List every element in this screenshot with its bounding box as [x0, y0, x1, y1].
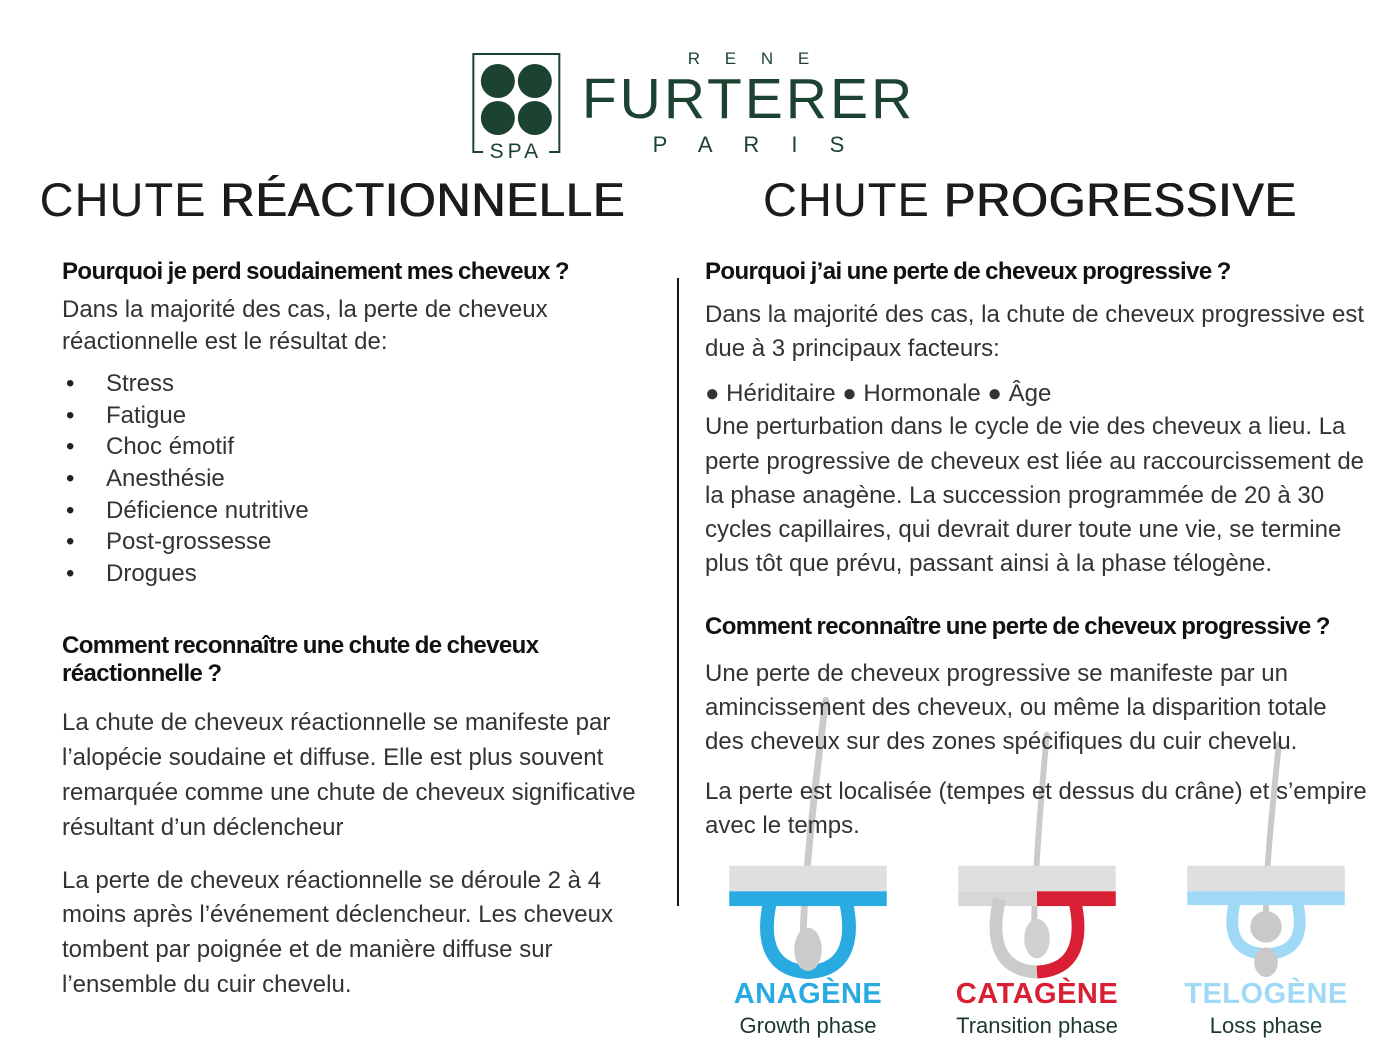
brand-wordmark	[582, 50, 915, 156]
progressive-loss-column	[705, 258, 1369, 844]
catagene-follicle-icon	[937, 848, 1137, 976]
phase-subtitle: Transition phase	[956, 1013, 1118, 1038]
phase-catagene	[934, 848, 1140, 1039]
column-divider	[677, 278, 679, 906]
progressive-why-heading: Pourquoi j’ai une perte de cheveux progressive ?	[705, 258, 1231, 285]
list-item: • Stress	[62, 368, 642, 400]
reactive-loss-column	[62, 258, 642, 1003]
spa-logo-icon	[472, 53, 560, 163]
anagene-follicle-icon	[708, 848, 908, 976]
list-item: • Anesthésie	[62, 463, 642, 495]
reactive-causes-list	[62, 368, 642, 590]
brand-logo	[472, 49, 916, 163]
list-item: • Déficience nutritive	[62, 495, 642, 527]
brand-paris: P A R I S	[652, 132, 858, 157]
reactive-paragraph-1: La chute de cheveux réactionnelle se manifeste par l’alopécie soudaine et diffuse. Elle est plus souvent remarquée comme une chute de cheveux significative résultant d’un déclencheur	[62, 709, 636, 841]
progressive-paragraph-1: Une perturbation dans le cycle de vie des cheveux a lieu. La perte progressive de cheveux est liée au raccourcissement de la phase anagène. La succession programmée de 20 à 30 cycles capillaires, qui devrait durer toute une vie, se termine plus tôt que prévu, passant ainsi à la phase télogène.	[705, 413, 1365, 577]
list-item: • Post-grossesse	[62, 526, 642, 558]
reactive-paragraph-2: La perte de cheveux réactionnelle se déroule 2 à 4 moins après l’événement déclencheur. Les cheveux tombent par poignée et de manière diffuse sur l’ensemble du cuir chevelu.	[62, 866, 613, 999]
progressive-paragraph-2: Une perte de cheveux progressive se manifeste par un amincissement des cheveux, ou même la disparition totale des cheveux sur des zones spécifiques du cuir chevelu.	[705, 660, 1327, 756]
phase-anagene	[705, 848, 911, 1039]
phase-name: TELOGÈNE	[1184, 978, 1348, 1010]
hair-cycle-phases	[705, 848, 1369, 1039]
phase-subtitle: Loss phase	[1209, 1013, 1323, 1038]
phase-name: ANAGÈNE	[733, 978, 883, 1010]
reactive-intro: Dans la majorité des cas, la perte de cheveux réactionnelle est le résultat de:	[62, 296, 548, 356]
right-section-title: CHUTE PROGRESSIVE	[762, 173, 1298, 226]
spa-dots-icon	[480, 64, 551, 135]
progressive-paragraph-3: La perte est localisée (tempes et dessus du crâne) et s’empire avec le temps.	[705, 778, 1367, 840]
list-item: • Choc émotif	[62, 431, 642, 463]
progressive-intro: Dans la majorité des cas, la chute de cheveux progressive est due à 3 principaux facteurs:	[705, 301, 1365, 363]
progressive-recognize-heading: Comment reconnaître une perte de cheveux progressive ?	[705, 612, 1330, 640]
list-item: • Drogues	[62, 558, 642, 590]
reactive-why-heading: Pourquoi je perd soudainement mes cheveux ?	[62, 258, 569, 285]
phase-telogene	[1163, 848, 1369, 1039]
progressive-factors: ● Hériditaire ● Hormonale ● Âge	[705, 380, 1052, 408]
list-item: • Fatigue	[62, 400, 642, 432]
telogene-follicle-icon	[1166, 848, 1366, 976]
brand-rene: R E N E	[687, 49, 820, 68]
spa-label: SPA	[483, 140, 549, 164]
left-section-title: CHUTE RÉACTIONNELLE	[39, 173, 626, 226]
reactive-recognize-heading: Comment reconnaître une chute de cheveux réactionnelle ?	[62, 631, 539, 688]
brand-name: FURTERER	[581, 67, 916, 131]
phase-subtitle: Growth phase	[739, 1013, 877, 1038]
phase-name: CATAGÈNE	[955, 978, 1119, 1010]
